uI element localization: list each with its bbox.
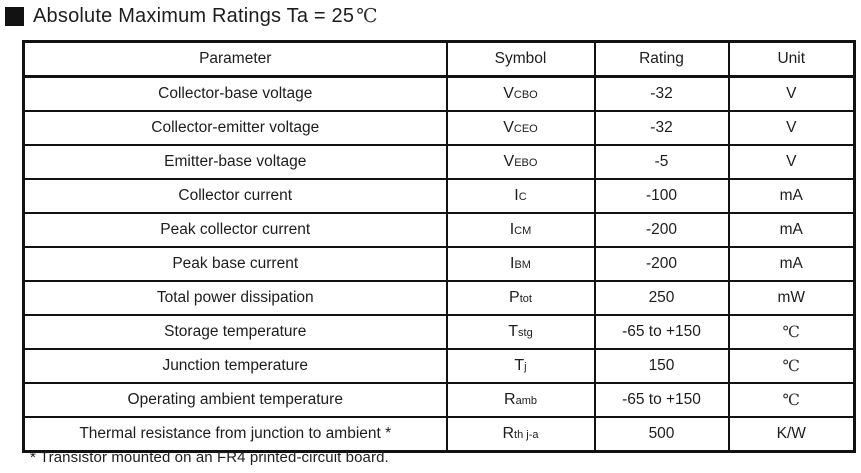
parameter-cell: Peak base current [24, 247, 447, 281]
symbol-cell [447, 417, 595, 452]
table-row [24, 77, 855, 112]
table-row [24, 417, 855, 452]
table-row [24, 281, 855, 315]
rating-cell: 150 [595, 349, 729, 383]
symbol-subscript: CBO [513, 89, 538, 101]
symbol-cell [447, 281, 595, 315]
symbol-main: I [509, 221, 515, 238]
parameter-cell: Peak collector current [24, 213, 447, 247]
symbol-main: V [503, 153, 515, 170]
symbol-cell [447, 145, 595, 179]
parameter-cell: Emitter-base voltage [24, 145, 447, 179]
rating-cell: -65 to +150 [595, 315, 729, 349]
table-row [24, 145, 855, 179]
rating-cell: -200 [595, 213, 729, 247]
symbol-main: P [509, 289, 520, 306]
unit-cell: V [729, 111, 855, 145]
unit-cell: mA [729, 179, 855, 213]
symbol-subscript: th j-a [514, 429, 539, 441]
rating-cell: -32 [595, 77, 729, 112]
rating-cell: -65 to +150 [595, 383, 729, 417]
footnote: * Transistor mounted on an FR4 printed-circuit board. [30, 449, 389, 466]
parameter-cell: Total power dissipation [24, 281, 447, 315]
section-title-text: Absolute Maximum Ratings Ta = 25 [33, 4, 355, 27]
rating-cell: -200 [595, 247, 729, 281]
unit-cell: ℃ [729, 383, 855, 417]
col-header-unit: Unit [729, 42, 855, 77]
symbol-cell [447, 247, 595, 281]
rating-cell: 250 [595, 281, 729, 315]
symbol-subscript: C [518, 191, 527, 203]
col-header-symbol: Symbol [447, 42, 595, 77]
symbol-cell [447, 315, 595, 349]
symbol-cell [447, 179, 595, 213]
symbol-subscript: j [524, 361, 527, 373]
symbol-subscript: tot [519, 293, 532, 305]
symbol-main: T [514, 357, 525, 374]
abs-max-ratings-table [22, 40, 856, 453]
symbol-subscript: EBO [514, 157, 538, 169]
unit-cell: mA [729, 213, 855, 247]
parameter-cell: Operating ambient temperature [24, 383, 447, 417]
symbol-subscript: CM [514, 225, 532, 237]
section-bullet-icon [5, 7, 24, 26]
symbol-cell [447, 383, 595, 417]
parameter-cell: Junction temperature [24, 349, 447, 383]
unit-cell: V [729, 77, 855, 112]
unit-cell: V [729, 145, 855, 179]
symbol-main: V [503, 85, 514, 102]
degree-celsius-symbol: ℃ [356, 5, 378, 27]
rating-cell: 500 [595, 417, 729, 452]
parameter-cell: Collector-base voltage [24, 77, 447, 112]
symbol-main: T [508, 323, 519, 340]
table-row [24, 111, 855, 145]
symbol-subscript: amb [515, 395, 537, 407]
unit-cell: K/W [729, 417, 855, 452]
section-title [5, 3, 378, 29]
table-row [24, 383, 855, 417]
col-header-rating: Rating [595, 42, 729, 77]
table-row [24, 179, 855, 213]
parameter-cell: Collector-emitter voltage [24, 111, 447, 145]
symbol-main: R [502, 425, 515, 442]
symbol-subscript: BM [514, 259, 531, 271]
symbol-main: V [503, 119, 514, 136]
table-row [24, 247, 855, 281]
col-header-parameter: Parameter [24, 42, 447, 77]
symbol-subscript: stg [518, 327, 533, 339]
header-row [24, 42, 855, 77]
symbol-cell [447, 213, 595, 247]
unit-cell: mA [729, 247, 855, 281]
table-row [24, 349, 855, 383]
symbol-main: I [510, 255, 515, 272]
symbol-subscript: CEO [513, 123, 538, 135]
parameter-cell: Collector current [24, 179, 447, 213]
parameter-cell: Thermal resistance from junction to ambient * [24, 417, 447, 452]
symbol-cell [447, 77, 595, 112]
symbol-main: R [504, 391, 516, 408]
parameter-cell: Storage temperature [24, 315, 447, 349]
rating-cell: -100 [595, 179, 729, 213]
rating-cell: -32 [595, 111, 729, 145]
table-row [24, 213, 855, 247]
symbol-cell [447, 111, 595, 145]
symbol-cell [447, 349, 595, 383]
table-row [24, 315, 855, 349]
rating-cell: -5 [595, 145, 729, 179]
unit-cell: mW [729, 281, 855, 315]
symbol-main: I [514, 187, 519, 204]
unit-cell: ℃ [729, 315, 855, 349]
unit-cell: ℃ [729, 349, 855, 383]
